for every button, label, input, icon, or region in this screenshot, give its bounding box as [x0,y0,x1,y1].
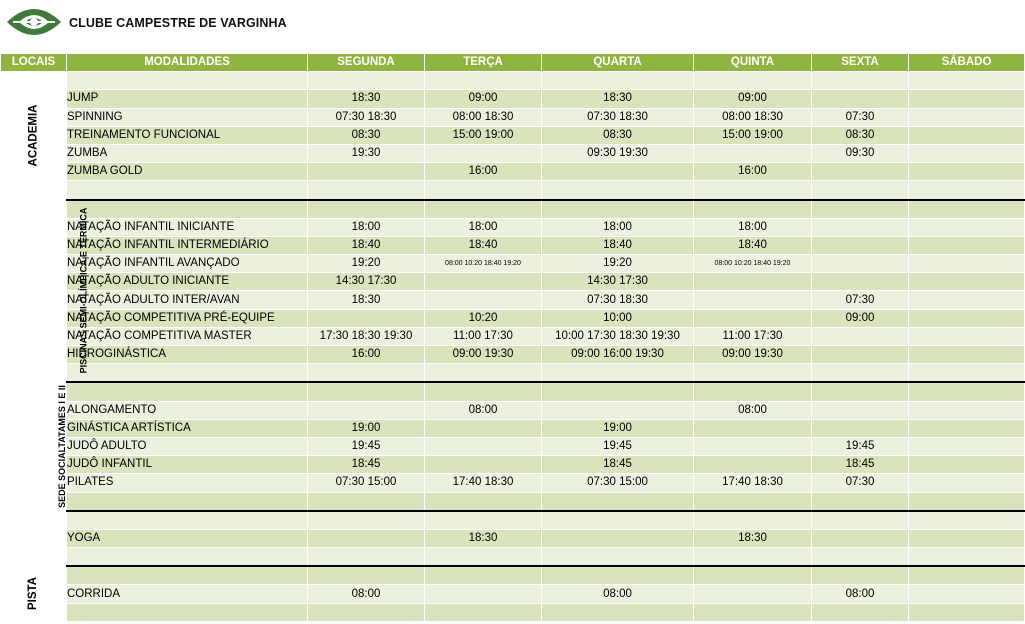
time-cell [812,603,909,621]
time-cell [694,144,812,162]
modality-cell: NATAÇÃO ADULTO INTER/AVAN [67,291,308,309]
time-cell [425,511,542,530]
modality-cell: HIDROGINÁSTICA [67,346,308,364]
time-cell: 07:30 15:00 [542,474,694,492]
table-row [1,529,1025,547]
time-cell: 19:45 [308,437,425,455]
time-cell: 18:45 [542,456,694,474]
modality-cell: TREINAMENTO FUNCIONAL [67,126,308,144]
modality-cell: JUDÔ ADULTO [67,437,308,455]
time-cell: 10:00 17:30 18:30 19:30 [542,327,694,345]
time-cell [308,548,425,567]
time-cell [542,603,694,621]
time-cell [812,72,909,90]
time-cell [909,236,1025,254]
time-cell [812,548,909,567]
time-cell [909,90,1025,108]
time-cell [308,566,425,585]
time-cell: 09:00 19:30 [425,346,542,364]
time-cell: 08:30 [308,126,425,144]
time-cell [308,364,425,383]
time-cell [425,291,542,309]
time-cell [694,585,812,603]
time-cell [909,566,1025,585]
time-cell: 19:00 [308,419,425,437]
time-cell [694,181,812,200]
time-cell: 16:00 [425,163,542,181]
modality-cell [67,603,308,621]
modality-cell: NATAÇÃO INFANTIL INTERMEDIÁRIO [67,236,308,254]
modality-cell: SPINNING [67,108,308,126]
time-cell [308,200,425,219]
table-row [1,236,1025,254]
modality-cell: NATAÇÃO INFANTIL INICIANTE [67,218,308,236]
modality-cell [67,72,308,90]
time-cell: 18:40 [308,236,425,254]
time-cell: 18:40 [542,236,694,254]
time-cell [694,511,812,530]
location-label: ACADEMIA [26,104,39,167]
time-cell [909,548,1025,567]
location-cell [1,200,89,383]
modality-cell: ZUMBA GOLD [67,163,308,181]
modality-cell [67,181,308,200]
time-cell [812,200,909,219]
table-row [1,144,1025,162]
table-row [1,291,1025,309]
time-cell [542,548,694,567]
time-cell [308,603,425,621]
table-row [1,126,1025,144]
location-cell [1,72,67,200]
time-cell [812,492,909,511]
time-cell [425,548,542,567]
time-cell: 09:00 [425,90,542,108]
table-row [1,548,1025,567]
location-label: SEDE SOCIALTATAMES I E II [56,385,67,508]
time-cell: 18:00 [694,218,812,236]
time-cell: 15:00 19:00 [694,126,812,144]
table-row [1,218,1025,236]
time-cell: 18:00 [308,218,425,236]
time-cell: 07:30 18:30 [308,108,425,126]
time-cell [425,72,542,90]
time-cell: 07:30 [812,474,909,492]
time-cell: 19:00 [542,419,694,437]
time-cell: 08:30 [542,126,694,144]
time-cell: 14:30 17:30 [542,273,694,291]
time-cell: 17:40 18:30 [425,474,542,492]
table-row [1,474,1025,492]
time-cell [909,144,1025,162]
time-cell [812,163,909,181]
time-cell [425,492,542,511]
time-cell [308,181,425,200]
time-cell: 08:00 [542,585,694,603]
time-cell [909,108,1025,126]
time-cell: 16:00 [308,346,425,364]
column-header: QUARTA [542,54,694,72]
time-cell [542,401,694,419]
time-cell: 08:00 18:30 [425,108,542,126]
time-cell: 07:30 15:00 [308,474,425,492]
modality-cell: NATAÇÃO COMPETITIVA MASTER [67,327,308,345]
time-cell [694,72,812,90]
time-cell [425,382,542,401]
modality-cell: NATAÇÃO INFANTIL AVANÇADO [67,255,308,273]
column-header: TERÇA [425,54,542,72]
modality-cell [67,492,308,511]
time-cell: 07:30 18:30 [542,108,694,126]
modality-cell: ZUMBA [67,144,308,162]
time-cell [812,419,909,437]
page-header [0,0,1024,50]
time-cell: 18:30 [308,90,425,108]
modality-cell: JUMP [67,90,308,108]
time-cell: 15:00 19:00 [425,126,542,144]
table-row [1,364,1025,383]
time-cell [909,382,1025,401]
time-cell [909,163,1025,181]
time-cell [909,401,1025,419]
time-cell: 07:30 [812,291,909,309]
time-cell: 09:30 [812,144,909,162]
table-row [1,382,1025,401]
time-cell [909,273,1025,291]
time-cell [694,456,812,474]
time-cell [694,437,812,455]
time-cell: 09:00 [694,90,812,108]
time-cell [909,603,1025,621]
time-cell: 19:20 [542,255,694,273]
time-cell [425,181,542,200]
time-cell [812,566,909,585]
time-cell [909,419,1025,437]
time-cell [425,437,542,455]
modality-cell: ALONGAMENTO [67,401,308,419]
time-cell [812,327,909,345]
table-row [1,309,1025,327]
table-row [1,273,1025,291]
modality-cell [67,200,308,219]
time-cell [909,126,1025,144]
time-cell [308,492,425,511]
time-cell [542,511,694,530]
time-cell [909,309,1025,327]
time-cell [425,200,542,219]
location-cell [1,382,67,510]
time-cell [425,273,542,291]
time-cell [425,456,542,474]
modality-cell: NATAÇÃO ADULTO INICIANTE [67,273,308,291]
time-cell [909,327,1025,345]
club-logo [5,2,63,42]
column-header: MODALIDADES [67,54,308,72]
table-row [1,90,1025,108]
time-cell [909,364,1025,383]
time-cell [909,474,1025,492]
time-cell [694,548,812,567]
time-cell [909,218,1025,236]
time-cell [812,364,909,383]
time-cell: 18:00 [425,218,542,236]
time-cell [909,346,1025,364]
time-cell [812,236,909,254]
table-row [1,163,1025,181]
table-row [1,401,1025,419]
time-cell [425,566,542,585]
time-cell [542,382,694,401]
time-cell: 08:00 [308,585,425,603]
time-cell [694,364,812,383]
time-cell [909,585,1025,603]
time-cell [812,90,909,108]
time-cell: 11:00 17:30 [694,327,812,345]
time-cell [308,401,425,419]
time-cell: 16:00 [694,163,812,181]
modality-cell: PILATES [67,474,308,492]
time-cell [542,566,694,585]
time-cell [812,218,909,236]
table-row [1,456,1025,474]
location-label: PISCINAS SEMI-OLÍMPICA E TÉRMICA [78,208,89,374]
time-cell: 08:00 [694,401,812,419]
modality-cell: JUDÔ INFANTIL [67,456,308,474]
location-cell [1,511,67,567]
table-row [1,327,1025,345]
modality-cell: YOGA [67,529,308,547]
time-cell [909,200,1025,219]
time-cell [812,255,909,273]
time-cell [909,529,1025,547]
time-cell: 11:00 17:30 [425,327,542,345]
time-cell: 19:30 [308,144,425,162]
time-cell [425,364,542,383]
time-cell: 07:30 [812,108,909,126]
modality-cell [67,382,308,401]
time-cell [812,181,909,200]
time-cell [308,309,425,327]
location-label: PISTA [26,577,39,611]
table-header-row [1,54,1025,72]
table-row [1,585,1025,603]
column-header: SEXTA [812,54,909,72]
time-cell [909,181,1025,200]
time-cell [542,529,694,547]
time-cell [308,72,425,90]
time-cell: 18:40 [425,236,542,254]
time-cell [909,437,1025,455]
column-header: LOCAIS [1,54,67,72]
time-cell: 10:00 [542,309,694,327]
table-row [1,72,1025,90]
modality-cell: GINÁSTICA ARTÍSTICA [67,419,308,437]
modality-cell [67,548,308,567]
time-cell: 08:00 [425,401,542,419]
time-cell: 18:30 [425,529,542,547]
time-cell [909,72,1025,90]
time-cell: 18:45 [812,456,909,474]
modality-cell: CORRIDA [67,585,308,603]
table-row [1,603,1025,621]
table-row [1,200,1025,219]
modality-cell [67,566,308,585]
time-cell: 17:30 18:30 19:30 [308,327,425,345]
location-cell [1,566,67,621]
time-cell [308,382,425,401]
time-cell [812,382,909,401]
time-cell [812,346,909,364]
time-cell [812,529,909,547]
time-cell [425,585,542,603]
modality-cell: NATAÇÃO COMPETITIVA PRÉ-EQUIPE [67,309,308,327]
schedule-table [0,53,1025,622]
table-row [1,437,1025,455]
time-cell: 19:45 [542,437,694,455]
time-cell [694,492,812,511]
time-cell [542,492,694,511]
time-cell: 09:00 16:00 19:30 [542,346,694,364]
time-cell: 10:20 [425,309,542,327]
time-cell: 09:00 19:30 [694,346,812,364]
time-cell [425,603,542,621]
time-cell: 18:30 [694,529,812,547]
time-cell: 18:00 [542,218,694,236]
time-cell [909,511,1025,530]
table-row [1,566,1025,585]
time-cell: 08:00 10:20 18:40 19:20 [425,255,542,273]
time-cell: 08:00 18:30 [694,108,812,126]
time-cell: 17:40 18:30 [694,474,812,492]
time-cell [308,529,425,547]
time-cell [542,200,694,219]
time-cell [542,72,694,90]
time-cell [909,456,1025,474]
time-cell [812,511,909,530]
time-cell [694,566,812,585]
modality-cell [67,511,308,530]
time-cell [542,364,694,383]
time-cell [909,492,1025,511]
time-cell: 08:30 [812,126,909,144]
time-cell: 19:45 [812,437,909,455]
time-cell: 08:00 [812,585,909,603]
time-cell [694,603,812,621]
table-row [1,346,1025,364]
time-cell: 14:30 17:30 [308,273,425,291]
time-cell [812,273,909,291]
time-cell [909,291,1025,309]
time-cell [694,419,812,437]
column-header: SÁBADO [909,54,1025,72]
time-cell [425,144,542,162]
table-row [1,255,1025,273]
table-row [1,492,1025,511]
time-cell [542,181,694,200]
club-title: CLUBE CAMPESTRE DE VARGINHA [69,16,287,30]
table-row [1,511,1025,530]
time-cell [308,511,425,530]
column-header: QUINTA [694,54,812,72]
time-cell [694,273,812,291]
time-cell: 19:20 [308,255,425,273]
table-row [1,419,1025,437]
time-cell [909,255,1025,273]
time-cell [425,419,542,437]
time-cell [812,401,909,419]
column-header: SEGUNDA [308,54,425,72]
time-cell: 09:00 [812,309,909,327]
modality-cell [67,364,308,383]
time-cell [694,291,812,309]
table-row [1,181,1025,200]
time-cell: 08:00 10:20 18:40 19:20 [694,255,812,273]
time-cell: 18:30 [308,291,425,309]
time-cell [694,382,812,401]
time-cell: 09:30 19:30 [542,144,694,162]
time-cell [308,163,425,181]
time-cell: 07:30 18:30 [542,291,694,309]
time-cell: 18:40 [694,236,812,254]
time-cell: 18:30 [542,90,694,108]
time-cell: 18:45 [308,456,425,474]
time-cell [694,200,812,219]
time-cell [542,163,694,181]
table-row [1,108,1025,126]
time-cell [694,309,812,327]
